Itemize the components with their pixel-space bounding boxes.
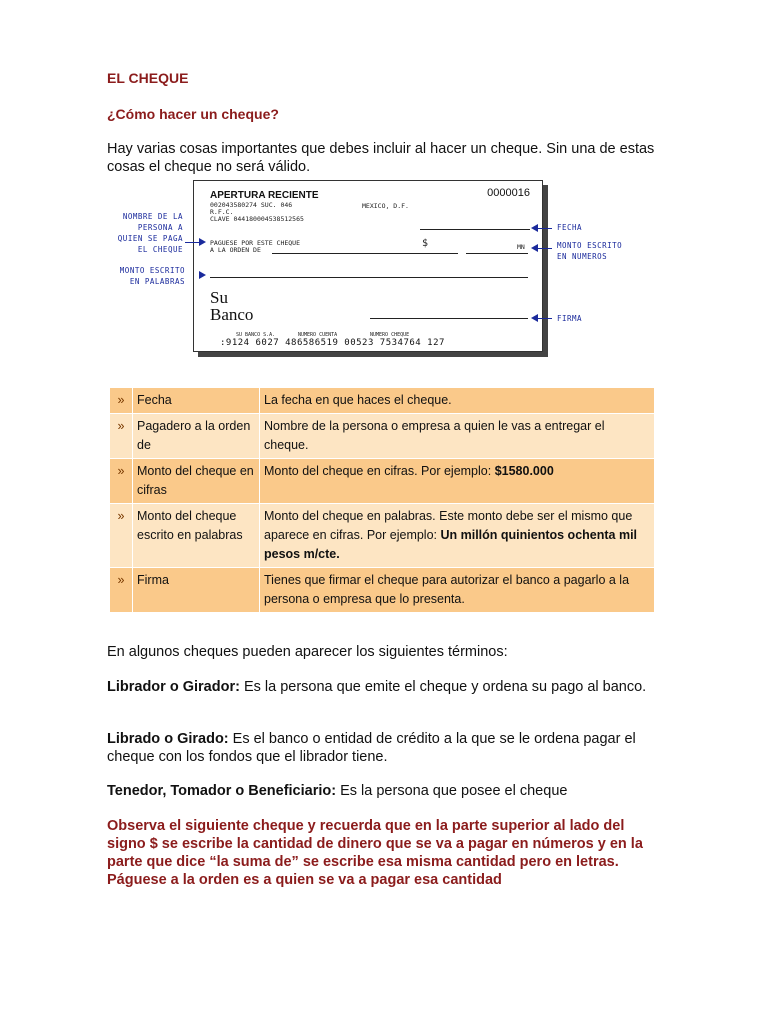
cheque-diagram	[105, 176, 665, 366]
bank-logo-text: Su Banco	[210, 288, 254, 324]
footer-bank: SU BANCO S.A.	[236, 332, 276, 338]
arrow-words-head	[199, 271, 206, 279]
label-amount-words: MONTO ESCRITO EN PALABRAS	[119, 266, 185, 286]
row-bullet: »	[110, 504, 133, 568]
arrow-payee-head	[199, 238, 206, 246]
table-row	[110, 504, 654, 568]
row-term: Monto del cheque escrito en palabras	[133, 504, 260, 568]
cheque-rfc: R.F.C.	[210, 208, 234, 216]
arrow-date	[538, 228, 552, 229]
payee-label-2: A LA ORDEN DE	[210, 246, 261, 254]
table-row	[110, 459, 654, 504]
arrow-signature-head	[531, 314, 538, 322]
cheque-parts-table	[110, 388, 654, 613]
arrow-signature	[538, 318, 552, 319]
intro-paragraph: Hay varias cosas importantes que debes incluir al hacer un cheque. Sin una de estas cosas el cheque no será válido.	[107, 141, 655, 175]
term-tenedor: Tenedor, Tomador o Beneficiario: Es la persona que posee el cheque	[107, 783, 568, 799]
table-row	[110, 568, 654, 613]
arrow-numbers-head	[531, 244, 538, 252]
cheque-account-title: APERTURA RECIENTE	[210, 190, 319, 201]
term-librador: Librador o Girador: Es la persona que emite el cheque y ordena su pago al banco.	[107, 679, 647, 695]
date-line	[420, 229, 530, 230]
label-date: FECHA	[557, 223, 583, 232]
page-title: EL CHEQUE	[107, 70, 189, 86]
row-bullet: »	[110, 388, 133, 414]
row-term: Firma	[133, 568, 260, 613]
section-subtitle: ¿Cómo hacer un cheque?	[107, 106, 279, 122]
row-term: Monto del cheque en cifras	[133, 459, 260, 504]
footer-cheque: NUMERO CHEQUE	[370, 332, 410, 338]
payee-line	[272, 253, 458, 254]
arrow-date-head	[531, 224, 538, 232]
cheque-clave: CLAVE 044180004538512565	[210, 215, 304, 223]
arrow-payee	[185, 242, 199, 243]
cheque-image	[193, 180, 543, 352]
row-desc: Monto del cheque en cifras. Por ejemplo: $1580.000	[260, 459, 654, 504]
row-desc: La fecha en que haces el cheque.	[260, 388, 654, 414]
cheque-number: 0000016	[487, 187, 530, 199]
signature-line	[370, 318, 528, 319]
terms-intro: En algunos cheques pueden aparecer los siguientes términos:	[107, 644, 508, 660]
label-amount-numbers: MONTO ESCRITO EN NUMEROS	[557, 241, 623, 261]
row-desc: Tienes que firmar el cheque para autorizar el banco a pagarlo a la persona o empresa que lo presenta.	[260, 568, 654, 613]
amount-numbers-line	[466, 253, 528, 254]
amount-words-line	[210, 277, 528, 278]
row-desc: Monto del cheque en palabras. Este monto debe ser el mismo que aparece en cifras. Por ejemplo: Un millón quinientos ochenta mil pesos m/cte.	[260, 504, 654, 568]
cheque-account-line: 002043580274 SUC. 046	[210, 201, 293, 209]
final-note: Observa el siguiente cheque y recuerda que en la parte superior al lado del signo $ se escribe la cantidad de dinero que se va a pagar en números y en la parte que dice “la suma de” se escribe esa misma cantidad pero en letras. Páguese a la orden es a quien se va a pagar esa cantidad	[107, 818, 643, 888]
row-bullet: »	[110, 568, 133, 613]
table-row	[110, 414, 654, 459]
footer-account: NUMERO CUENTA	[298, 332, 338, 338]
row-desc: Nombre de la persona o empresa a quien le vas a entregar el cheque.	[260, 414, 654, 459]
row-bullet: »	[110, 414, 133, 459]
table-row	[110, 388, 654, 414]
term-librado: Librado o Girado: Es el banco o entidad de crédito a la que se le ordena pagar el cheque con los fondos que el librador tiene.	[107, 731, 636, 765]
label-signature: FIRMA	[557, 314, 583, 323]
arrow-numbers	[538, 248, 552, 249]
payee-label-1: PAGUESE POR ESTE CHEQUE	[210, 239, 301, 247]
micr-line: :9124 6027 486586519 00523 7534764 127	[220, 338, 445, 348]
row-term: Pagadero a la orden de	[133, 414, 260, 459]
currency-label: MN	[517, 243, 525, 251]
cheque-city: MEXICO, D.F.	[362, 202, 409, 210]
row-term: Fecha	[133, 388, 260, 414]
row-bullet: »	[110, 459, 133, 504]
label-payee: NOMBRE DE LA PERSONA A QUIEN SE PAGA EL CHEQUE	[117, 212, 183, 254]
dollar-sign: $	[422, 238, 429, 249]
